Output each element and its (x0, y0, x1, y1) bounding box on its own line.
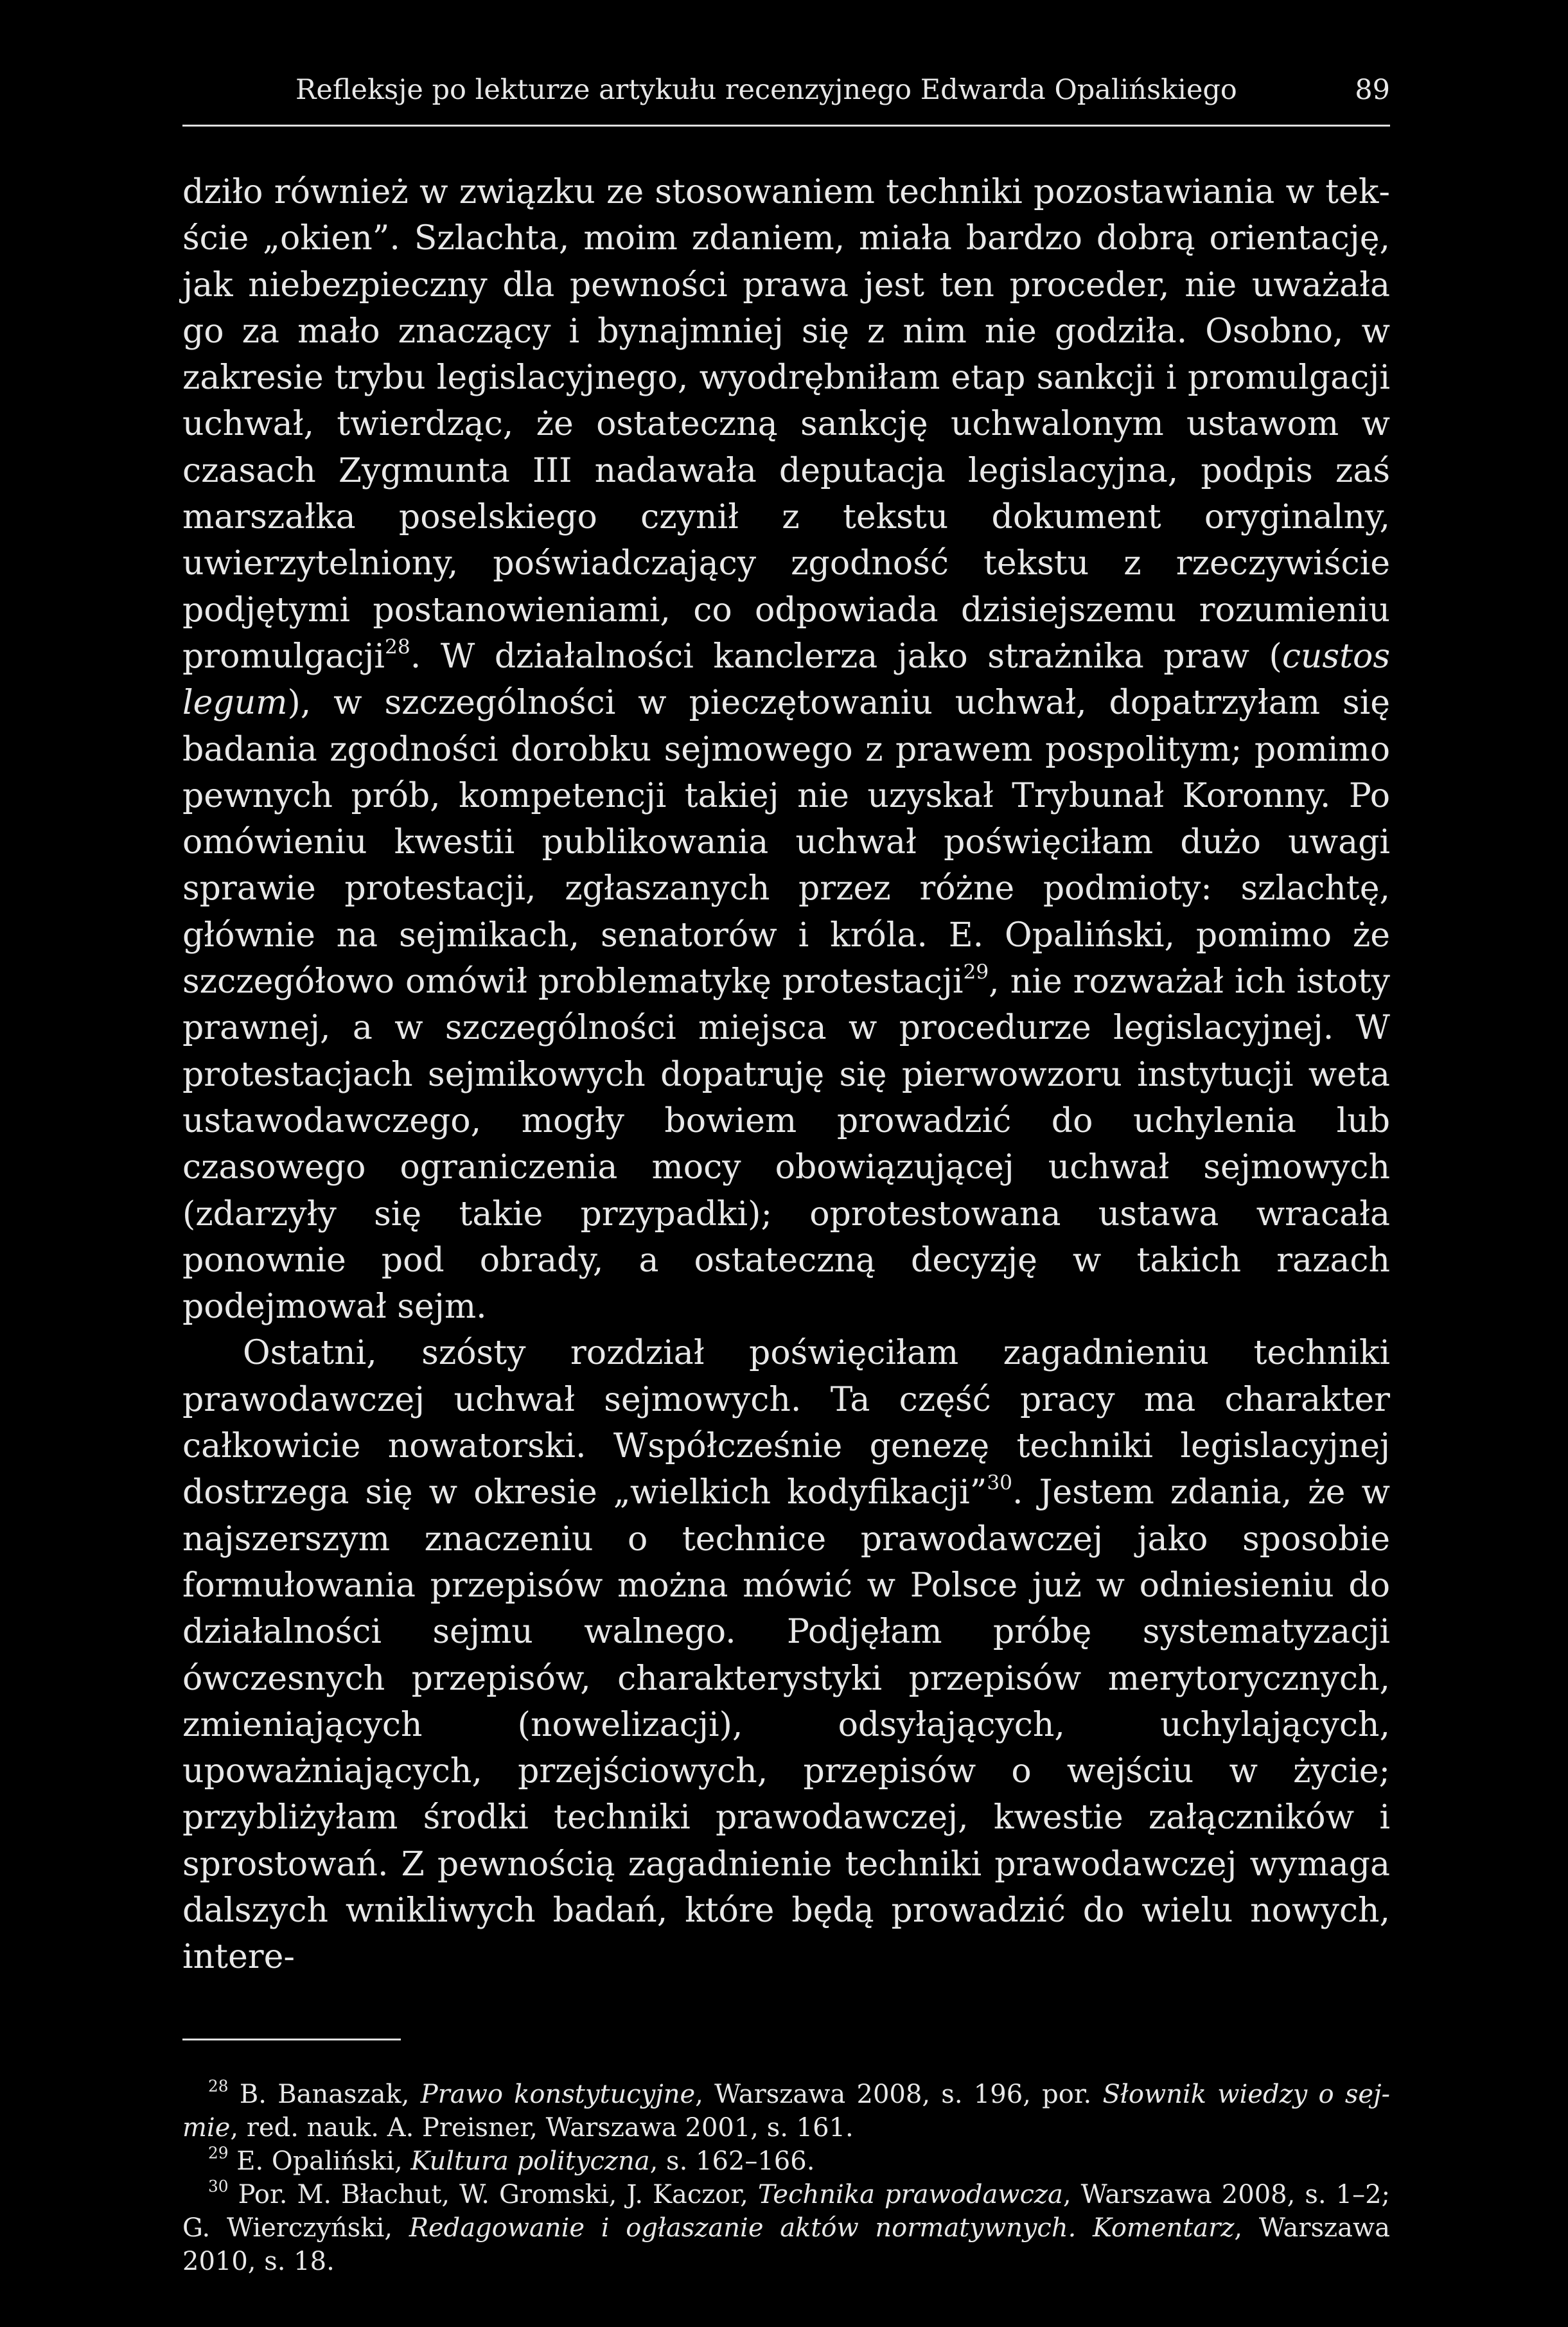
text-run: . Jestem zdania, że w najszerszym znaczeniu o technice prawodawczej jako sposobie formułowania przepisów można mówić w Polsce już w odniesieniu do działalności sejmu walnego. Podjęłam próbę systematyzacji ówczesnych przepisów, charakterystyki przepisów merytorycznych, zmieniających (nowelizacji), odsyłających, uchylających, upoważniających, przejściowych, przepisów o wejściu w życie; przybliżyłam środki techniki prawodawczej, kwestie załączników i sprostowań. Z pewnością zagadnienie techniki prawodawczej wymaga dalszych wnikliwych badań, które będą prowadzić do wielu nowych, intere- (182, 1473, 1390, 1977)
footnote-ref-29[interactable]: 29 (963, 960, 989, 984)
footnote-title: Kultura polityczna (410, 2146, 650, 2176)
footnote-text: , red. nauk. A. Preisner, Warszawa 2001, s. 161. (230, 2112, 854, 2143)
footnote-text: , s. 162–166. (649, 2146, 815, 2176)
footnote-text: , Warszawa 2008, s. 1–2; G. Wierczyński, (182, 2179, 1390, 2243)
footnote-title: Technika prawodawcza (757, 2179, 1063, 2209)
paragraph-continued (182, 169, 1390, 1330)
page-number: 89 (1355, 74, 1390, 106)
footnote-text: Por. M. Błachut, W. Gromski, J. Kaczor, (228, 2179, 758, 2209)
italic-term: custos legum (182, 637, 1390, 723)
footnote-ref-28[interactable]: 28 (385, 635, 410, 659)
text-run: . W działalności kanclerza jako strażnika praw ( (410, 637, 1282, 676)
text-run: , nie rozważał ich istoty prawnej, a w szczególności miejsca w procedurze legislacyjnej. W protestacjach sejmikowych dopatruję się pierwowzoru instytucji weta ustawodawczego, mogły bowiem prowadzić do uchylenia lub czasowego ograniczenia mocy obowiązującej uchwał sejmowych (zdarzyły się takie przypadki); oprotestowana ustawa wracała ponownie pod obrady, a ostateczną decyzję w takich razach podejmował sejm. (182, 962, 1390, 1327)
footnote-title: Prawo konstytucyjne (420, 2079, 696, 2109)
running-head (182, 71, 1390, 127)
footnote-text: E. Opaliński, (228, 2146, 411, 2176)
footnotes (182, 2078, 1390, 2278)
footnote-number: 29 (208, 2143, 229, 2163)
footnote-separator (182, 2039, 401, 2040)
footnote-number: 28 (208, 2076, 229, 2096)
text-run: Ostatni, szósty rozdział poświęciłam zagadnieniu techniki prawodawczej uchwał sejmowych. Ta część pracy ma charakter całkowicie nowatorski. Współcześnie genezę techniki legislacyjnej dostrzega się w okresie „wielkich kodyfikacji” (182, 1334, 1390, 1512)
footnote-title: Słownik wiedzy o sejmie (182, 2079, 1390, 2143)
footnote-ref-30[interactable]: 30 (987, 1471, 1012, 1495)
main-text (182, 169, 1390, 1981)
text-run: dziło również w związku ze stosowaniem techniki pozostawiania w tekście „okien”. Szlachta, moim zdaniem, miała bardzo dobrą orientację, jak niebezpieczny dla pewności prawa jest ten proceder, nie uważała go za mało znaczący i bynajmniej się z nim nie godziła. Osobno, w zakresie trybu legislacyjnego, wyodrębniłam etap sankcji i promulgacji uchwał, twierdząc, że ostateczną sankcję uchwalonym ustawom w czasach Zygmunta III nadawała deputacja legislacyjna, podpis zaś marszałka poselskiego czynił z tekstu dokument oryginalny, uwierzytelniony, poświadczający zgodność tekstu z rzeczywiście podjętymi postanowieniami, co odpowiada dzisiejszemu rozumieniu promulgacji (182, 173, 1390, 676)
footnote-text: , Warszawa 2010, s. 18. (182, 2213, 1391, 2276)
footnote-29 (182, 2145, 1390, 2178)
footnote-text: B. Banaszak, (228, 2079, 421, 2109)
text-run: ), w szczególności w pieczętowaniu uchwał, dopatrzyłam się badania zgodności dorobku sejmowego z prawem pospolitym; pomimo pewnych prób, kompetencji takiej nie uzyskał Trybunał Koronny. Po omówieniu kwestii publikowania uchwał poświęciłam dużo uwagi sprawie protestacji, zgłaszanych przez różne podmioty: szlachtę, głównie na sejmikach, senatorów i króla. E. Opaliński, pomimo że szczegółowo omówił problematykę protestacji (182, 684, 1390, 1002)
footnote-30 (182, 2178, 1390, 2278)
running-title: Refleksje po lekturze artykułu recenzyjnego Edwarda Opalińskiego (295, 74, 1237, 106)
book-page (182, 71, 1390, 2281)
footnote-28 (182, 2078, 1390, 2145)
footnote-title: Redagowanie i ogłaszanie aktów normatywnych. Komentarz (409, 2213, 1235, 2243)
footnote-text: , Warszawa 2008, s. 196, por. (695, 2079, 1103, 2109)
footnote-number: 30 (208, 2177, 229, 2196)
paragraph-chapter-six (182, 1330, 1390, 1980)
